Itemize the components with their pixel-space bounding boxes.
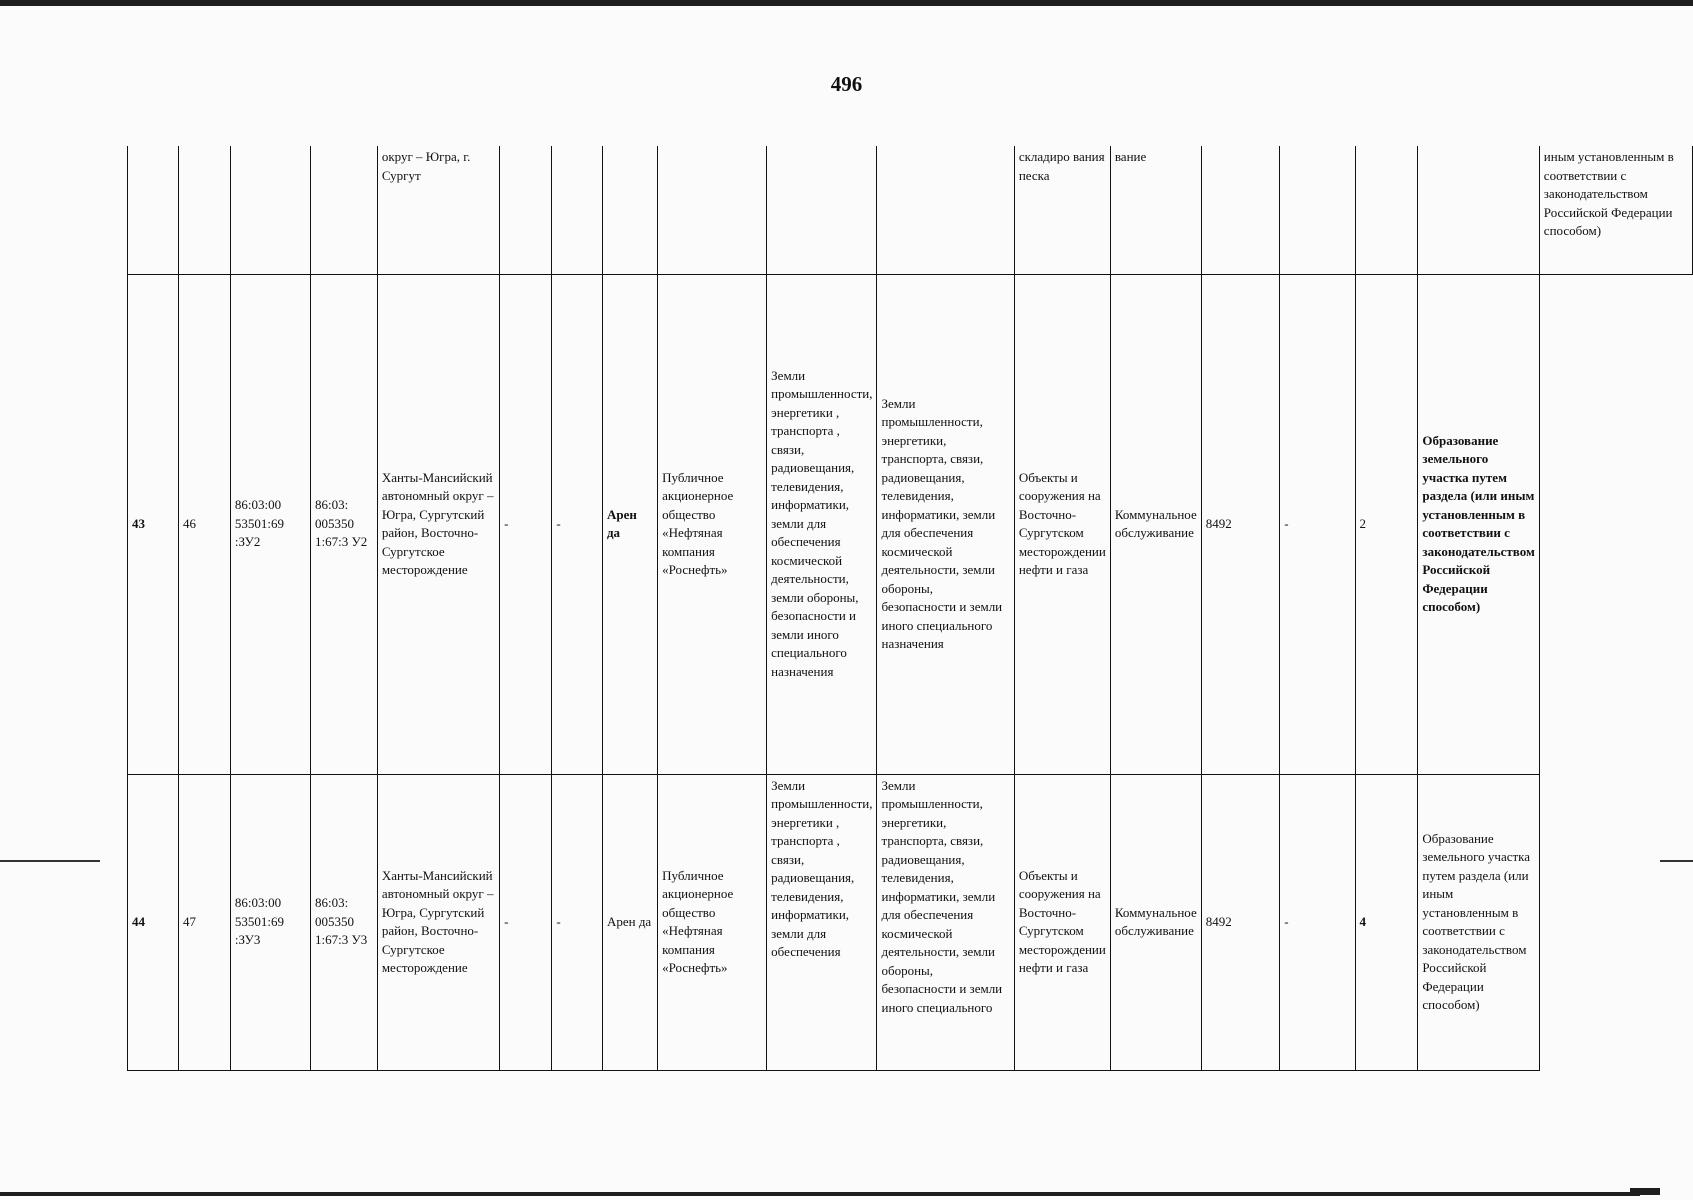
location-cell: Ханты-Мансийский автономный округ – Югра, Сургутский район, Восточно-Сургутское месторождение <box>377 274 499 774</box>
register-table <box>127 146 1693 1071</box>
table-row <box>128 274 1693 774</box>
permitted-use-cell: Объекты и сооружения на Восточно-Сургутском месторождении нефти и газа <box>1014 774 1110 1070</box>
right-type-cell: Арен да <box>602 274 657 774</box>
dash-cell: - <box>1280 774 1355 1070</box>
cadastral-number-cell: 86:03:00 53501:69 :ЗУ3 <box>230 774 310 1070</box>
dash-cell: - <box>552 274 603 774</box>
row-number: 43 <box>128 274 179 774</box>
area-cell: 8492 <box>1201 774 1280 1070</box>
note-cell: иным установленным в соответствии с законодательством Российской Федерации способом) <box>1539 146 1692 274</box>
permitted-use-cell: складиро вания песка <box>1014 146 1110 274</box>
row-index: 46 <box>179 274 231 774</box>
count-cell: 4 <box>1355 774 1418 1070</box>
source-cadastral-cell: 86:03: 005350 1:67:3 У2 <box>311 274 378 774</box>
cadastral-number-cell: 86:03:00 53501:69 :ЗУ2 <box>230 274 310 774</box>
land-category-target-cell: Земли промышленности, энергетики, транспорта, связи, радиовещания, телевидения, информатики, земли для обеспечения космической деятельности, земли обороны, безопасности и земли иного специального <box>877 774 1014 1070</box>
permitted-use-cell: Объекты и сооружения на Восточно-Сургутском месторождении нефти и газа <box>1014 274 1110 774</box>
location-cell: округ – Югра, г. Сургут <box>377 146 499 274</box>
service-cell: Коммунальное обслуживание <box>1110 774 1201 1070</box>
area-cell: 8492 <box>1201 274 1280 774</box>
dash-cell: - <box>552 774 603 1070</box>
note-cell: Образование земельного участка путем раздела (или иным установленным в соответствии с законодательством Российской Федерации способом) <box>1418 774 1539 1070</box>
row-index: 47 <box>179 774 231 1070</box>
holder-cell: Публичное акционерное общество «Нефтяная компания «Роснефть» <box>658 274 767 774</box>
source-cadastral-cell: 86:03: 005350 1:67:3 У3 <box>311 774 378 1070</box>
service-cell: Коммунальное обслуживание <box>1110 274 1201 774</box>
table-row-continuation <box>128 146 1693 274</box>
land-category-target-cell: Земли промышленности, энергетики, транспорта, связи, радиовещания, телевидения, информатики, земли для обеспечения космической деятельности, земли обороны, безопасности и земли иного специального назначения <box>877 274 1014 774</box>
row-number: 44 <box>128 774 179 1070</box>
note-cell: Образование земельного участка путем раздела (или иным установленным в соответствии с законодательством Российской Федерации способом) <box>1418 274 1539 774</box>
scan-edge-bottom <box>0 1192 1640 1196</box>
dash-cell: - <box>500 274 552 774</box>
land-category-cell: Земли промышленности, энергетики , транспорта , связи, радиовещания, телевидения, информатики, земли для обеспечения космической деятельности, земли обороны, безопасности и земли иного специального назначения <box>767 274 877 774</box>
scan-edge-bottom-end <box>1630 1188 1660 1195</box>
land-category-cell: Земли промышленности, энергетики , транспорта , связи, радиовещания, телевидения, информатики, земли для обеспечения <box>767 774 877 1070</box>
scan-edge-top <box>0 0 1693 6</box>
table-row <box>128 774 1693 1070</box>
margin-mark-left <box>0 860 100 862</box>
location-cell: Ханты-Мансийский автономный округ – Югра, Сургутский район, Восточно-Сургутское месторождение <box>377 774 499 1070</box>
page-number: 496 <box>830 72 863 96</box>
count-cell: 2 <box>1355 274 1418 774</box>
holder-cell: Публичное акционерное общество «Нефтяная компания «Роснефть» <box>658 774 767 1070</box>
dash-cell: - <box>1280 274 1355 774</box>
right-type-cell: Арен да <box>602 774 657 1070</box>
dash-cell: - <box>500 774 552 1070</box>
service-cell: вание <box>1110 146 1201 274</box>
